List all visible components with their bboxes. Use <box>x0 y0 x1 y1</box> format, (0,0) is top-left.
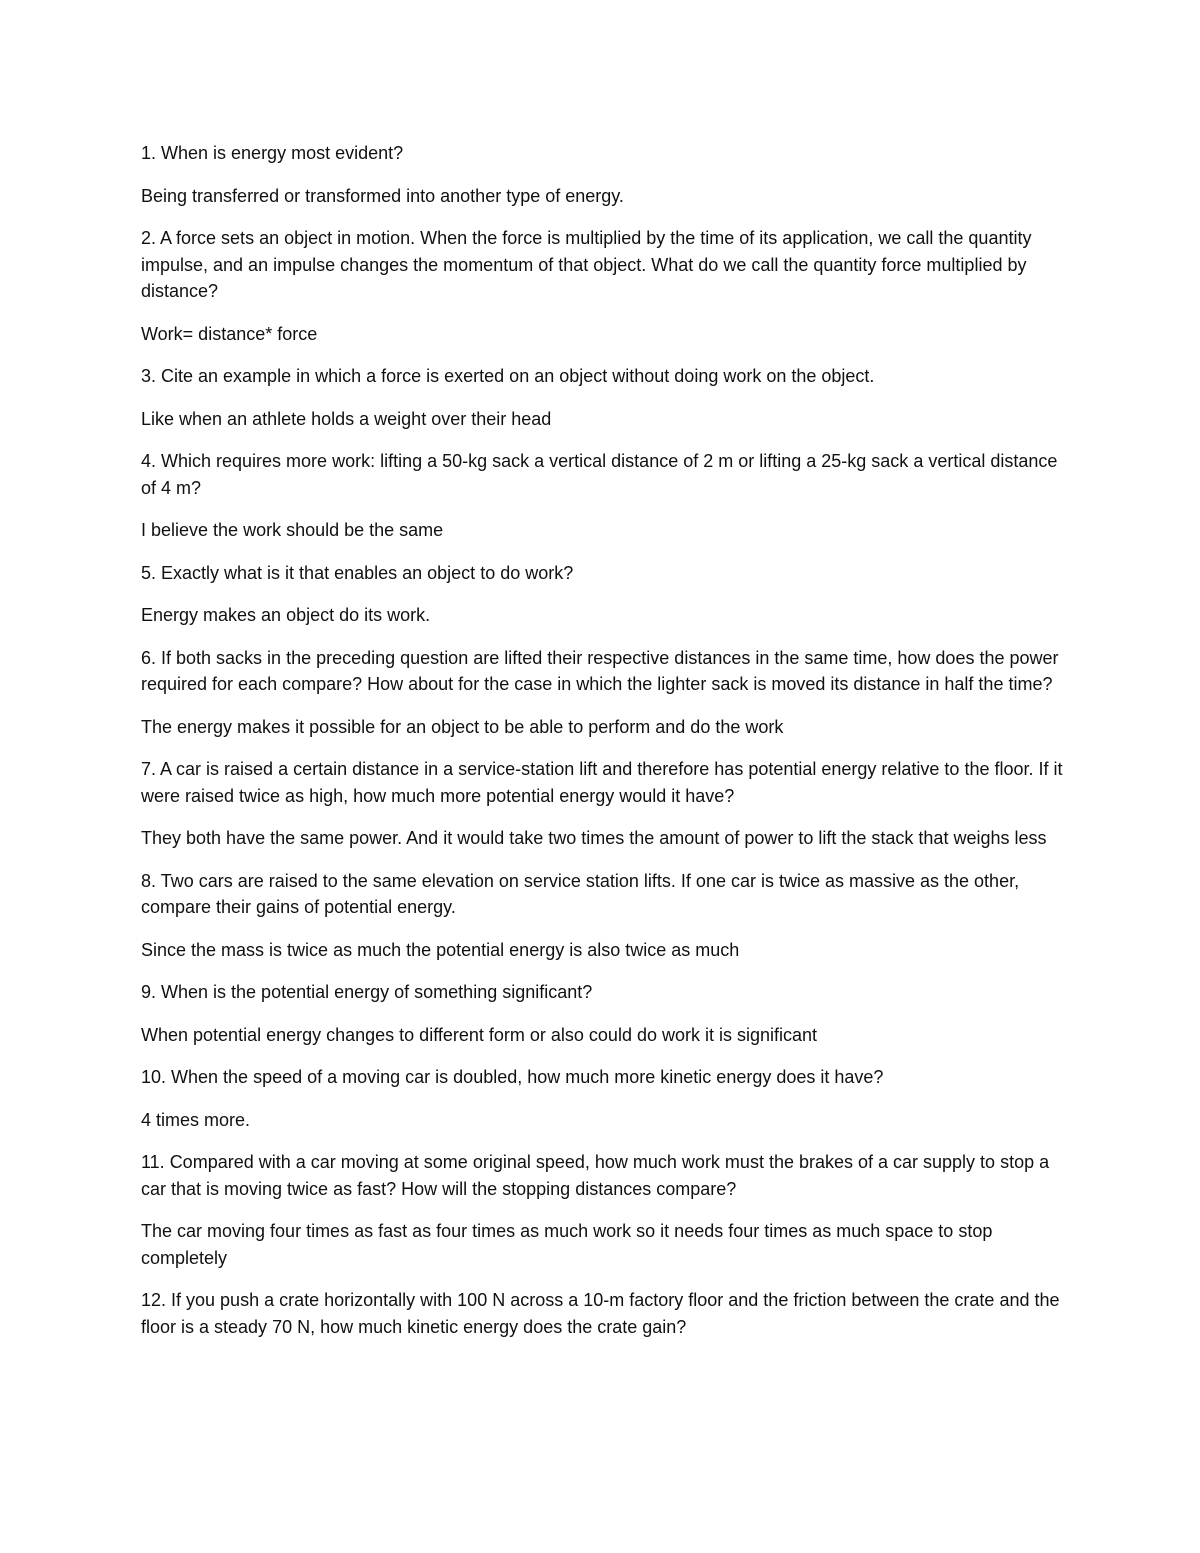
answer-10: 4 times more. <box>141 1109 251 1130</box>
answer-3: Like when an athlete holds a weight over their head <box>141 408 552 429</box>
question-10: 10. When the speed of a moving car is doubled, how much more kinetic energy does it have? <box>141 1067 884 1087</box>
answer-9: When potential energy changes to different form or also could do work it is significant <box>141 1024 818 1045</box>
answer-2: Work= distance* force <box>141 323 318 344</box>
answer-1: Being transferred or transformed into another type of energy. <box>141 185 624 206</box>
answer-5: Energy makes an object do its work. <box>141 605 431 625</box>
question-5: 5. Exactly what is it that enables an object to do work? <box>141 562 574 583</box>
question-4: 4. Which requires more work: lifting a 50-kg sack a vertical distance of 2 m or lifting a 25-kg sack a vertical distance of 4 m? <box>141 451 1058 498</box>
document-page <box>141 140 1071 1356</box>
answer-4: I believe the work should be the same <box>141 520 444 540</box>
answer-11: The car moving four times as fast as four times as much work so it needs four times as much space to stop completely <box>141 1221 993 1268</box>
question-2: 2. A force sets an object in motion. When the force is multiplied by the time of its application, we call the quantity impulse, and an impulse changes the momentum of that object. What do we call the quantity force multiplied by distance? <box>141 228 1032 301</box>
question-7: 7. A car is raised a certain distance in a service-station lift and therefore has potential energy relative to the floor. If it were raised twice as high, how much more potential energy would it have? <box>141 759 1063 806</box>
question-9: 9. When is the potential energy of something significant? <box>141 982 593 1002</box>
question-12: 12. If you push a crate horizontally with 100 N across a 10-m factory floor and the friction between the crate and the floor is a steady 70 N, how much kinetic energy does the crate gain? <box>141 1290 1060 1337</box>
question-8: 8. Two cars are raised to the same elevation on service station lifts. If one car is twice as massive as the other, compare their gains of potential energy. <box>141 870 1020 917</box>
question-3: 3. Cite an example in which a force is exerted on an object without doing work on the object. <box>141 366 875 386</box>
question-11: 11. Compared with a car moving at some original speed, how much work must the brakes of a car supply to stop a car that is moving twice as fast? How will the stopping distances compare? <box>141 1152 1050 1199</box>
answer-8: Since the mass is twice as much the potential energy is also twice as much <box>141 939 740 960</box>
answer-7: They both have the same power. And it would take two times the amount of power to lift the stack that weighs less <box>141 828 1047 848</box>
answer-6: The energy makes it possible for an object to be able to perform and do the work <box>141 716 784 737</box>
question-6: 6. If both sacks in the preceding question are lifted their respective distances in the same time, how does the power required for each compare? How about for the case in which the lighter sack is moved its distance in half the time? <box>141 647 1059 694</box>
question-1: 1. When is energy most evident? <box>141 143 404 163</box>
